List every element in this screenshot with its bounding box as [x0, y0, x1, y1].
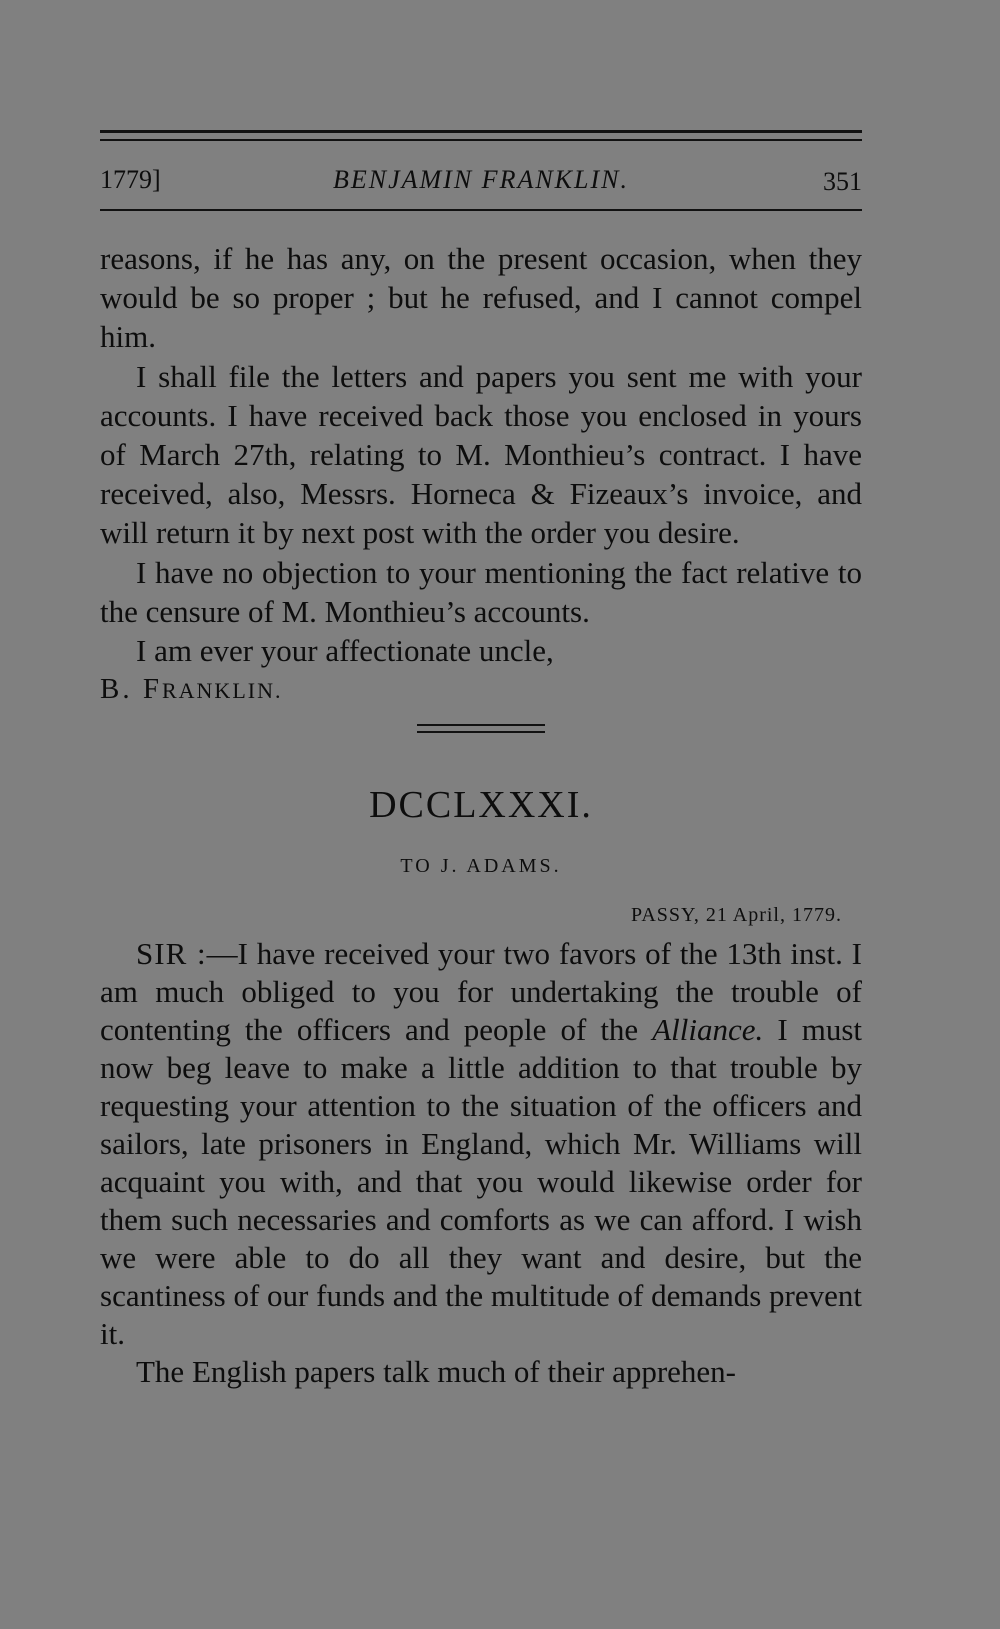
header-rule [100, 209, 862, 211]
salutation: SIR : [136, 936, 207, 972]
previous-letter-ending [100, 239, 862, 710]
top-rule-thin [100, 139, 862, 141]
book-page [100, 130, 862, 1391]
running-head [100, 155, 862, 205]
running-head-year: 1779] [100, 165, 161, 194]
paragraph: I have no objection to your mentioning the fact relative to the censure of M. Monthieu’s accounts. [100, 554, 862, 629]
paragraph: I shall file the letters and papers you sent me with your accounts. I have received back those you enclosed in yours of March 27th, relating to M. Monthieu’s contract. I have received, also, Messrs. Horneca & Fizeaux’s invoice, and will return it by next post with the order you desire. [100, 358, 862, 551]
page-number: 351 [823, 167, 862, 196]
section-divider [417, 724, 545, 733]
paragraph: The English papers talk much of their apprehen- [136, 1354, 736, 1390]
paragraph-text-cont: I must now beg leave to make a little addition to that trouble by requesting your attention to the situation of the officers and sailors, late prisoners in England, which Mr. Williams will acquaint you with, and that you would likewise order for them such necessaries and comforts as we can afford. I wish we were able to do all they want and desire, but the scantiness of our funds and the multitude of demands prevent it. [100, 1012, 862, 1352]
signature-initial: B. F [100, 673, 162, 706]
ship-name: Alliance. [652, 1012, 764, 1048]
letter-number: DCCLXXXI. [369, 784, 593, 827]
closing: I am ever your affectionate uncle, [136, 633, 554, 669]
letter-recipient: TO J. ADAMS. [400, 855, 562, 878]
signature-rest: RANKLIN. [161, 678, 283, 704]
letter-body [100, 935, 862, 1391]
dateline: PASSY, 21 April, 1779. [631, 904, 842, 927]
signature [100, 670, 862, 710]
paragraph-text: —I have received your two favors of the 13th inst. I am much obliged to you for undertaking the trouble of contenting the officers and people of the [100, 936, 863, 1048]
top-rule [100, 130, 862, 133]
paragraph [100, 935, 862, 1353]
paragraph: reasons, if he has any, on the present occasion, when they would be so proper ; but he refused, and I cannot compel him. [100, 241, 862, 355]
running-head-title: BENJAMIN FRANKLIN. [333, 165, 629, 194]
